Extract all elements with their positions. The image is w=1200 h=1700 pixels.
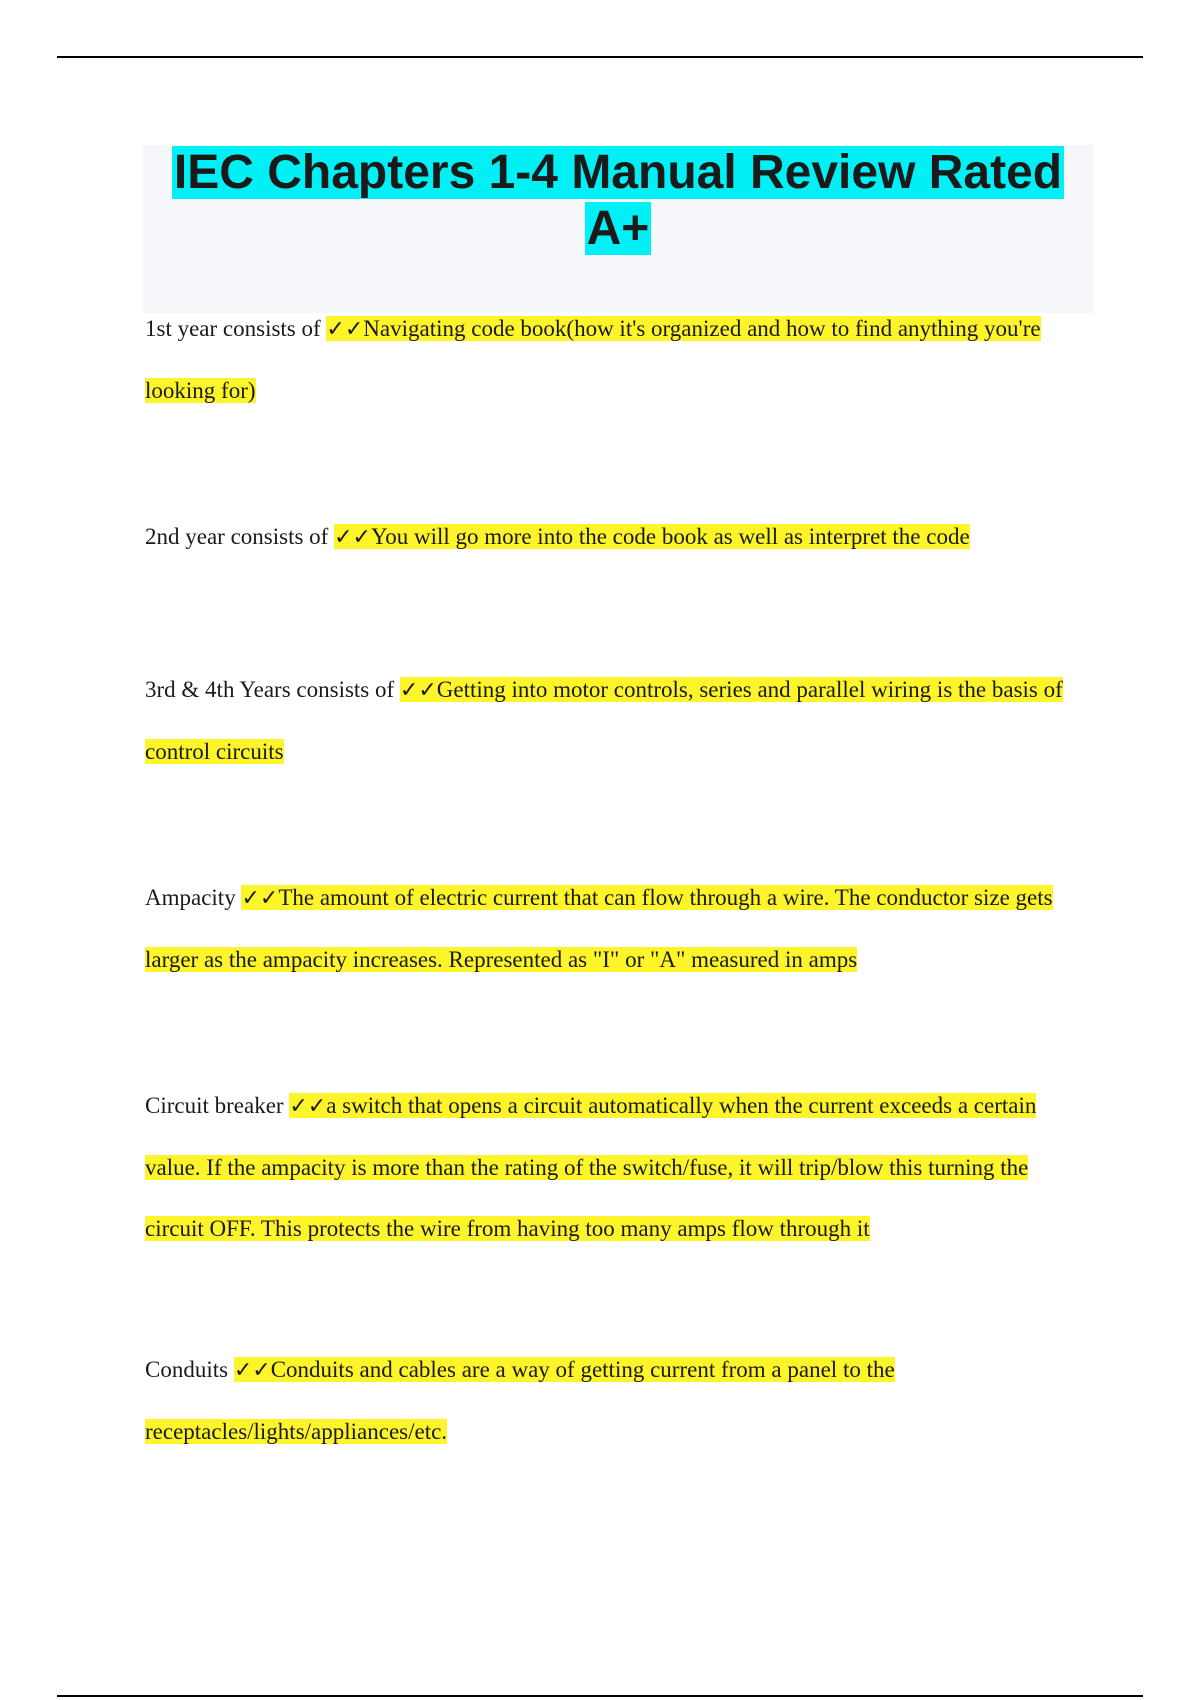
double-check-icon: ✓✓ — [241, 886, 279, 911]
double-check-icon: ✓✓ — [289, 1094, 327, 1119]
entry-answer-text: Getting into motor controls, series and parallel wiring is the basis of control circuits — [145, 677, 1063, 764]
entry-answer-text: Conduits and cables are a way of getting current from a panel to the receptacles/lights/appliances/etc. — [145, 1357, 895, 1444]
double-check-icon: ✓✓ — [399, 678, 437, 703]
page-title-line-2 — [143, 201, 1093, 257]
qa-entry-5 — [145, 1075, 1090, 1259]
qa-entry-2 — [145, 506, 1090, 568]
entry-term: Circuit breaker — [145, 1093, 284, 1118]
entry-answer-text: You will go more into the code book as well as interpret the code — [370, 524, 970, 549]
entry-term: Conduits — [145, 1357, 229, 1382]
page-title-line-1 — [143, 145, 1093, 201]
entry-term: 3rd & 4th Years consists of — [145, 677, 395, 702]
entry-term: Ampacity — [145, 885, 236, 910]
double-check-icon: ✓✓ — [334, 525, 371, 550]
entry-answer-text: a switch that opens a circuit automatically when the current exceeds a certain value. If the ampacity is more than the rating of the switch/fuse, it will trip/blow this turning the circuit OFF. This protects the wire from having too many amps flow through it — [145, 1093, 1037, 1241]
double-check-icon: ✓✓ — [326, 317, 364, 342]
page-title: IEC Chapters 1-4 Manual Review Rated — [173, 146, 1063, 199]
top-rule — [57, 56, 1143, 58]
title-block — [143, 145, 1093, 313]
entry-term: 1st year consists of — [145, 316, 321, 341]
bottom-rule — [57, 1695, 1143, 1697]
qa-entry-3 — [145, 659, 1090, 782]
double-check-icon: ✓✓ — [233, 1358, 271, 1383]
entry-answer-text: Navigating code book(how it's organized and how to find anything you're looking for) — [145, 316, 1041, 403]
entry-answer-text: The amount of electric current that can flow through a wire. The conductor size gets larger as the ampacity increases. Represented as "I" or "A" measured in amps — [145, 885, 1053, 972]
qa-entry-6 — [145, 1339, 1090, 1462]
entry-answer — [145, 1357, 895, 1444]
entry-answer — [145, 885, 1053, 972]
page-title-grade: A+ — [586, 202, 650, 255]
entry-term: 2nd year consists of — [145, 524, 329, 549]
qa-entry-4 — [145, 867, 1090, 990]
qa-entry-1 — [145, 298, 1090, 421]
entry-answer — [334, 524, 970, 549]
